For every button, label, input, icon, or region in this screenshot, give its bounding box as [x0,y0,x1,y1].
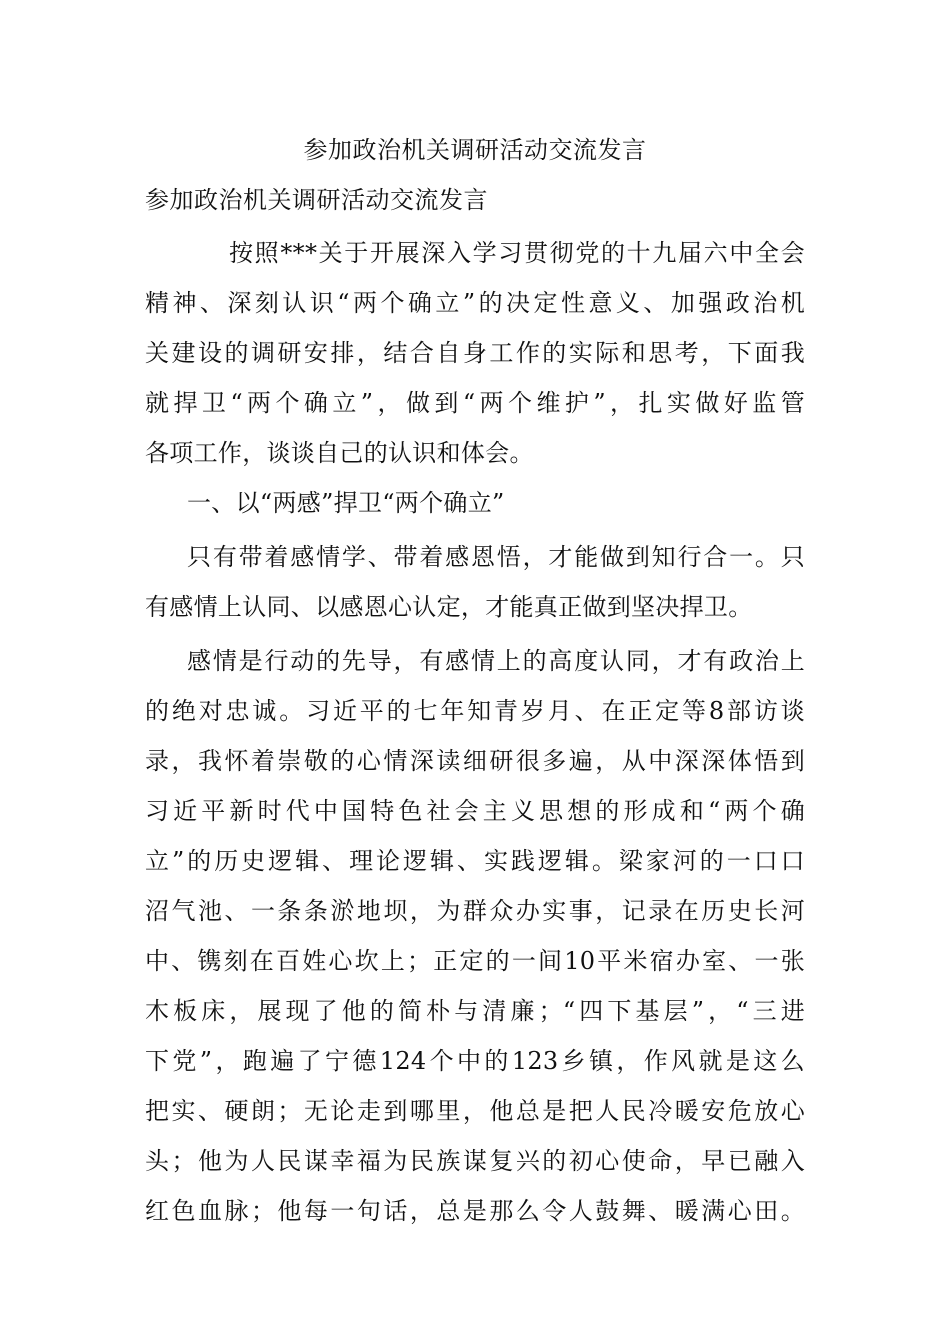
document-body [145,228,805,1236]
paragraph-3-line: 沼气池、一条条淤地坝，为群众办实事，记录在历史长河 [145,897,805,925]
paragraph-3-line: 录，我怀着崇敬的心情深读细研很多遍，从中深深体悟到 [145,747,805,775]
paragraph-2-line: 只有带着感情学、带着感恩悟，才能做到知行合一。只 [187,543,805,571]
document-title: 参加政治机关调研活动交流发言 [303,136,647,164]
paragraph-3-line: 把实、硬朗；无论走到哪里，他总是把人民冷暖安危放心 [145,1097,805,1125]
paragraph-3-line: 习近平新时代中国特色社会主义思想的形成和“两个确 [145,797,805,825]
paragraph-3-line: 头；他为人民谋幸福为民族谋复兴的初心使命，早已融入 [145,1147,805,1175]
paragraph-1-line: 按照***关于开展深入学习贯彻党的十九届六中全会 [229,239,805,267]
paragraph-3-line: 立”的历史逻辑、理论逻辑、实践逻辑。梁家河的一口口 [145,847,805,875]
paragraph-1-line: 关建设的调研安排，结合自身工作的实际和思考，下面我 [145,339,805,367]
paragraph-3-line: 红色血脉；他每一句话，总是那么令人鼓舞、暖满心田。 [145,1197,805,1225]
document-subtitle: 参加政治机关调研活动交流发言 [145,186,488,214]
paragraph-3-line: 的绝对忠诚。习近平的七年知青岁月、在正定等8部访谈 [145,697,805,725]
paragraph-1-line: 就捍卫“两个确立”，做到“两个维护”，扎实做好监管 [145,389,805,417]
paragraph-3-line: 下党”，跑遍了宁德124个中的123乡镇，作风就是这么 [145,1047,805,1075]
paragraph-1-line: 精神、深刻认识“两个确立”的决定性意义、加强政治机 [145,289,805,317]
paragraph-3-line: 中、镌刻在百姓心坎上；正定的一间10平米宿办室、一张 [145,947,805,975]
section-heading: 一、以“两感”捍卫“两个确立” [187,489,505,517]
paragraph-1-line: 各项工作，谈谈自己的认识和体会。 [145,439,534,467]
paragraph-3-line: 木板床，展现了他的简朴与清廉；“四下基层”，“三进 [145,997,805,1025]
paragraph-2-line: 有感情上认同、以感恩心认定，才能真正做到坚决捍卫。 [145,593,753,621]
paragraph-3-line: 感情是行动的先导，有感情上的高度认同，才有政治上 [187,647,805,675]
